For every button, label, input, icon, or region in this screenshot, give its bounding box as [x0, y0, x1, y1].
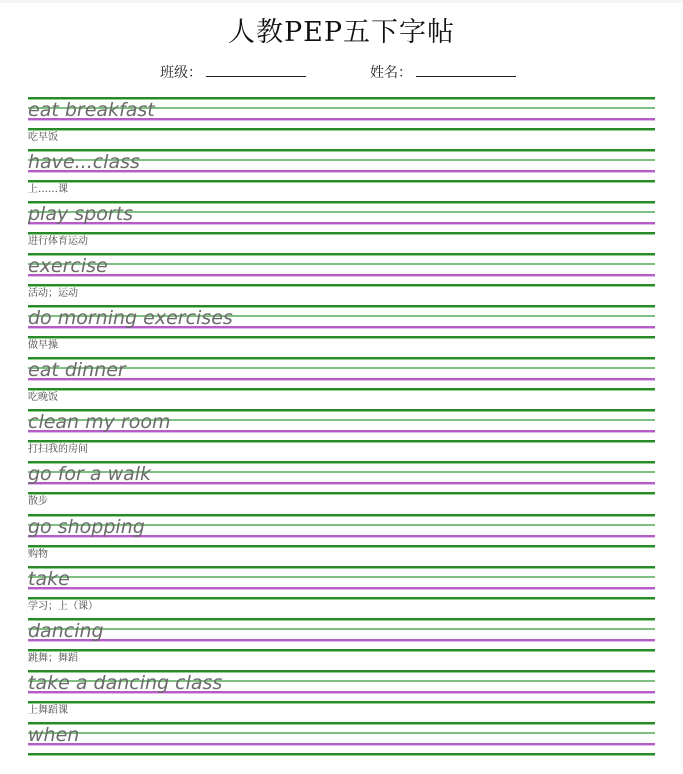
top-guide-line	[28, 618, 655, 620]
bottom-guide-line	[28, 128, 655, 130]
bottom-guide-line	[28, 545, 655, 547]
name-field	[370, 62, 516, 82]
entry	[28, 97, 655, 149]
english-phrase: take	[28, 568, 70, 590]
chinese-translation: 上……课	[28, 184, 68, 195]
chinese-translation: 吃晚饭	[28, 392, 58, 403]
bottom-guide-line	[28, 440, 655, 442]
bottom-guide-line	[28, 701, 655, 703]
entry	[28, 357, 655, 409]
chinese-translation: 学习；上（课）	[28, 601, 98, 612]
class-blank[interactable]	[206, 62, 306, 77]
bottom-guide-line	[28, 284, 655, 286]
english-phrase: play sports	[28, 203, 134, 225]
english-phrase: have...class	[28, 151, 140, 173]
bottom-guide-line	[28, 597, 655, 599]
chinese-translation: 购物	[28, 549, 48, 560]
english-phrase: go shopping	[28, 516, 145, 538]
entry	[28, 149, 655, 201]
entry	[28, 514, 655, 566]
top-guide-line	[28, 253, 655, 255]
top-band	[0, 0, 683, 3]
chinese-translation: 吃早饭	[28, 132, 58, 143]
upper-guide-line	[28, 628, 655, 630]
entry	[28, 670, 655, 722]
bottom-guide-line	[28, 388, 655, 390]
baseline-guide-line	[28, 274, 655, 276]
english-phrase: when	[28, 724, 80, 746]
bottom-guide-line	[28, 492, 655, 494]
bottom-guide-line	[28, 649, 655, 651]
english-phrase: go for a walk	[28, 463, 152, 485]
entry	[28, 566, 655, 618]
chinese-translation: 做早操	[28, 340, 58, 351]
bottom-guide-line	[28, 753, 655, 755]
upper-guide-line	[28, 576, 655, 578]
chinese-translation: 散步	[28, 496, 48, 507]
english-phrase: take a dancing class	[28, 672, 223, 694]
english-phrase: eat breakfast	[28, 99, 155, 121]
entry	[28, 305, 655, 357]
chinese-translation: 进行体育运动	[28, 236, 88, 247]
class-label: 班级：	[160, 65, 202, 81]
chinese-translation: 跳舞；舞蹈	[28, 653, 78, 664]
page-title: 人教PEP五下字帖	[227, 17, 456, 48]
english-phrase: do morning exercises	[28, 307, 233, 329]
baseline-guide-line	[28, 639, 655, 641]
bottom-guide-line	[28, 336, 655, 338]
english-phrase: exercise	[28, 255, 108, 277]
baseline-guide-line	[28, 743, 655, 745]
english-phrase: eat dinner	[28, 359, 126, 381]
class-field	[160, 62, 306, 82]
entry	[28, 461, 655, 513]
chinese-translation: 活动；运动	[28, 288, 78, 299]
bottom-guide-line	[28, 232, 655, 234]
english-phrase: clean my room	[28, 411, 171, 433]
upper-guide-line	[28, 263, 655, 265]
top-guide-line	[28, 722, 655, 724]
top-guide-line	[28, 566, 655, 568]
name-blank[interactable]	[416, 62, 516, 77]
chinese-translation: 打扫我的房间	[28, 444, 88, 455]
entry	[28, 253, 655, 305]
upper-guide-line	[28, 732, 655, 734]
english-phrase: dancing	[28, 620, 104, 642]
chinese-translation: 上舞蹈课	[28, 705, 68, 716]
baseline-guide-line	[28, 587, 655, 589]
entry	[28, 722, 655, 774]
bottom-guide-line	[28, 180, 655, 182]
entry	[28, 618, 655, 670]
name-label: 姓名：	[370, 65, 412, 81]
entry	[28, 409, 655, 461]
entry	[28, 201, 655, 253]
